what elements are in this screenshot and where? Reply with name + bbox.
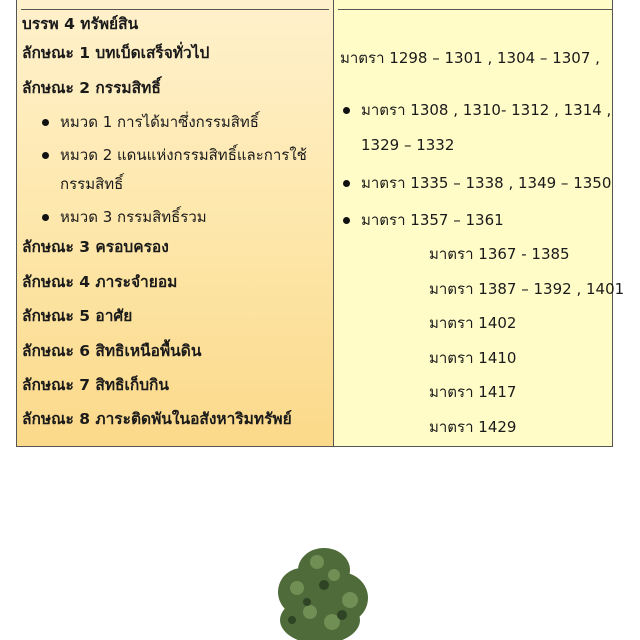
section-range-6: มาตรา 1387 – 1392 , 1401 — [429, 280, 625, 298]
section-range-8: มาตรา 1410 — [429, 349, 517, 367]
title-4: ลักษณะ 4 ภาระจำยอม — [22, 273, 178, 291]
title-1: ลักษณะ 1 บทเบ็ดเสร็จทั่วไป — [22, 44, 210, 62]
chapter-1: หมวด 1 การได้มาซึ่งกรรมสิทธิ์ — [60, 113, 259, 131]
section-range-4: มาตรา 1357 – 1361 — [361, 211, 504, 229]
title-3: ลักษณะ 3 ครอบครอง — [22, 238, 169, 256]
chapter-3: หมวด 3 กรรมสิทธิ์รวม — [60, 208, 207, 226]
book-heading: บรรพ 4 ทรัพย์สิน — [22, 15, 139, 33]
section-range-2-line2: 1329 – 1332 — [361, 136, 455, 154]
chapter-2-line1: หมวด 2 แดนแห่งกรรมสิทธิ์และการใช้ — [60, 146, 307, 164]
title-7: ลักษณะ 7 สิทธิเก็บกิน — [22, 376, 170, 394]
section-range-7: มาตรา 1402 — [429, 314, 517, 332]
bullet-icon — [343, 107, 350, 114]
title-5: ลักษณะ 5 อาศัย — [22, 307, 133, 325]
title-6: ลักษณะ 6 สิทธิเหนือพื้นดิน — [22, 342, 202, 360]
title-2: ลักษณะ 2 กรรมสิทธิ์ — [22, 79, 161, 97]
left-column — [17, 0, 334, 446]
chapter-2-line2: กรรมสิทธิ์ — [60, 175, 124, 193]
bullet-icon — [42, 214, 49, 221]
section-range-9: มาตรา 1417 — [429, 383, 517, 401]
right-column — [334, 0, 625, 446]
section-range-1: มาตรา 1298 – 1301 , 1304 – 1307 , — [340, 49, 600, 67]
tree-image — [262, 540, 382, 640]
section-range-2-line1: มาตรา 1308 , 1310- 1312 , 1314 , — [361, 101, 612, 119]
law-section-table — [16, 0, 625, 447]
header-rule-left — [21, 9, 329, 10]
bullet-icon — [343, 180, 350, 187]
bullet-icon — [42, 152, 49, 159]
bullet-icon — [343, 217, 350, 224]
bullet-icon — [42, 119, 49, 126]
header-rule-right — [338, 9, 612, 10]
section-range-5: มาตรา 1367 - 1385 — [429, 245, 570, 263]
section-range-3: มาตรา 1335 – 1338 , 1349 – 1350 — [361, 174, 612, 192]
section-range-10: มาตรา 1429 — [429, 418, 517, 436]
title-8: ลักษณะ 8 ภาระติดพันในอสังหาริมทรัพย์ — [22, 410, 292, 428]
